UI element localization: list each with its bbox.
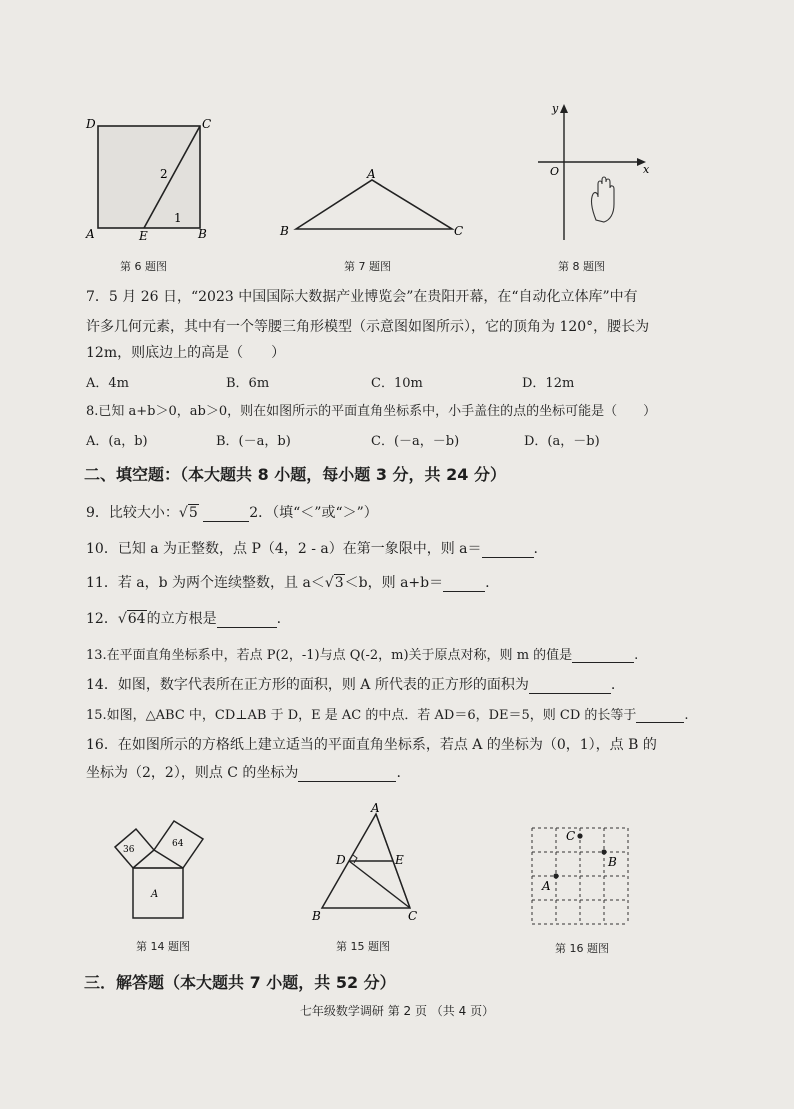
q9-answer-blank[interactable]: [203, 507, 249, 522]
figure-14-caption: 第 14 题图: [136, 940, 190, 953]
fig6-label-D: D: [86, 117, 96, 131]
figure-16: [524, 818, 636, 930]
q7-option-a: A．4m: [86, 376, 129, 391]
fig7-label-C: C: [454, 224, 464, 238]
q9-suffix: 2．（填“＜”或“＞”）: [249, 505, 378, 521]
q15: [86, 704, 689, 723]
fig6-angle-1: 1: [174, 211, 182, 225]
fig6-label-E: E: [139, 229, 148, 242]
q10-answer-blank[interactable]: [482, 543, 534, 558]
q7-line-3: 12m，则底边上的高是（ ）: [86, 345, 286, 361]
fig7-label-A: A: [367, 167, 376, 181]
q16-line-2: [86, 762, 401, 782]
fig14-square-64: 64: [172, 839, 184, 849]
q9-radicand: 5: [188, 505, 198, 521]
q15-end: .: [684, 708, 689, 723]
figure-15: [308, 800, 428, 925]
q12-suffix: 的立方根是: [146, 611, 217, 627]
q11-end: .: [485, 575, 490, 591]
figure-7: [276, 162, 476, 240]
q14: [86, 674, 615, 694]
q12-radicand: 64: [127, 611, 146, 627]
q16-text: 坐标为（2，2），则点 C 的坐标为: [86, 765, 299, 781]
fig15-label-C: C: [408, 909, 418, 923]
q8-option-a: A．(a，b): [86, 434, 148, 449]
figure-8: [530, 100, 660, 245]
fig8-axis-x: x: [643, 163, 650, 176]
q11-radicand: 3: [334, 575, 344, 591]
figure-7-caption: 第 7 题图: [344, 260, 391, 273]
q13: [86, 644, 638, 663]
figure-14: [100, 800, 230, 925]
q12-end: .: [276, 611, 282, 627]
q14-answer-blank[interactable]: [529, 679, 611, 694]
q12: 12．√64的立方根是 .: [86, 611, 282, 627]
q8-option-d: D．(a，－b): [524, 434, 600, 449]
section-2-heading: 二、填空题：（本大题共 8 小题，每小题 3 分，共 24 分）: [84, 465, 506, 484]
fig15-label-D: D: [336, 853, 346, 867]
section-3-heading: 三．解答题（本大题共 7 小题，共 52 分）: [84, 973, 396, 992]
fig15-label-B: B: [312, 909, 321, 923]
q12-prefix: 12．: [86, 611, 118, 627]
q8-option-b: B．(－a，b): [216, 434, 291, 449]
q10-end: .: [533, 541, 538, 557]
q9-prefix: 9．比较大小：: [86, 505, 179, 521]
fig14-square-A: A: [151, 889, 159, 900]
q14-end: .: [610, 677, 616, 693]
fig16-point-A: A: [542, 879, 551, 893]
fig6-label-C: C: [202, 117, 212, 131]
hand-icon: [592, 177, 614, 222]
figure-6: [84, 112, 224, 242]
page-footer: 七年级数学调研 第 2 页 （共 4 页）: [299, 1004, 495, 1018]
fig6-label-B: B: [198, 227, 207, 241]
q7-option-d: D．12m: [522, 376, 575, 391]
q9: 9．比较大小：√5 2．（填“＜”或“＞”）: [86, 505, 378, 521]
figure-16-caption: 第 16 题图: [555, 942, 609, 955]
q7-line-1: 7．5 月 26 日，“2023 中国国际大数据产业博览会”在贵阳开幕，在“自动化立体库”中有: [86, 289, 638, 305]
q10-text: 10．已知 a 为正整数，点 P（4，2 - a）在第一象限中，则 a＝: [86, 541, 482, 557]
q13-text: 13.在平面直角坐标系中，若点 P(2，-1)与点 Q(-2，m)关于原点对称，则 m 的值是: [86, 648, 573, 663]
q8-text: 8.已知 a+b＞0，ab＞0，则在如图所示的平面直角坐标系中，小手盖住的点的坐标可能是（ ）: [86, 404, 657, 419]
figure-15-caption: 第 15 题图: [336, 940, 390, 953]
q11: 11．若 a，b 为两个连续整数，且 a＜√3＜b，则 a+b＝ .: [86, 575, 490, 591]
q15-answer-blank[interactable]: [636, 708, 684, 723]
q7-option-b: B．6m: [226, 376, 270, 391]
fig8-axis-y: y: [552, 102, 559, 115]
q16-line-1: 16．在如图所示的方格纸上建立适当的平面直角坐标系，若点 A 的坐标为（0，1），点 B 的: [86, 737, 657, 753]
q13-answer-blank[interactable]: [572, 648, 634, 663]
q12-answer-blank[interactable]: [217, 613, 277, 628]
q8-option-c: C．(－a，－b): [371, 434, 460, 449]
fig6-label-A: A: [86, 227, 95, 241]
q16-answer-blank[interactable]: [298, 767, 396, 782]
fig7-label-B: B: [280, 224, 289, 238]
figure-6-caption: 第 6 题图: [120, 260, 167, 273]
q7-line-2: 许多几何元素，其中有一个等腰三角形模型（示意图如图所示），它的顶角为 120°，腰长为: [86, 319, 650, 335]
q13-end: .: [634, 648, 639, 663]
q11-answer-blank[interactable]: [443, 577, 485, 592]
fig16-point-B: B: [608, 855, 617, 869]
q7-option-c: C．10m: [371, 376, 423, 391]
q16-end: .: [396, 765, 401, 781]
q14-text: 14．如图，数字代表所在正方形的面积，则 A 所代表的正方形的面积为: [86, 677, 529, 693]
fig14-square-36: 36: [123, 845, 135, 855]
q15-text: 15.如图，△ABC 中，CD⊥AB 于 D，E 是 AC 的中点．若 AD＝6，DE＝5，则 CD 的长等于: [86, 708, 637, 723]
fig8-origin: O: [550, 165, 560, 178]
figure-8-caption: 第 8 题图: [558, 260, 605, 273]
q10: [86, 538, 538, 558]
q11-suffix: ＜b，则 a+b＝: [344, 575, 444, 591]
fig15-label-A: A: [371, 801, 380, 815]
q11-prefix: 11．若 a，b 为两个连续整数，且 a＜: [86, 575, 325, 591]
fig16-point-C: C: [566, 829, 576, 843]
fig6-angle-2: 2: [160, 167, 168, 181]
fig15-label-E: E: [395, 853, 404, 867]
